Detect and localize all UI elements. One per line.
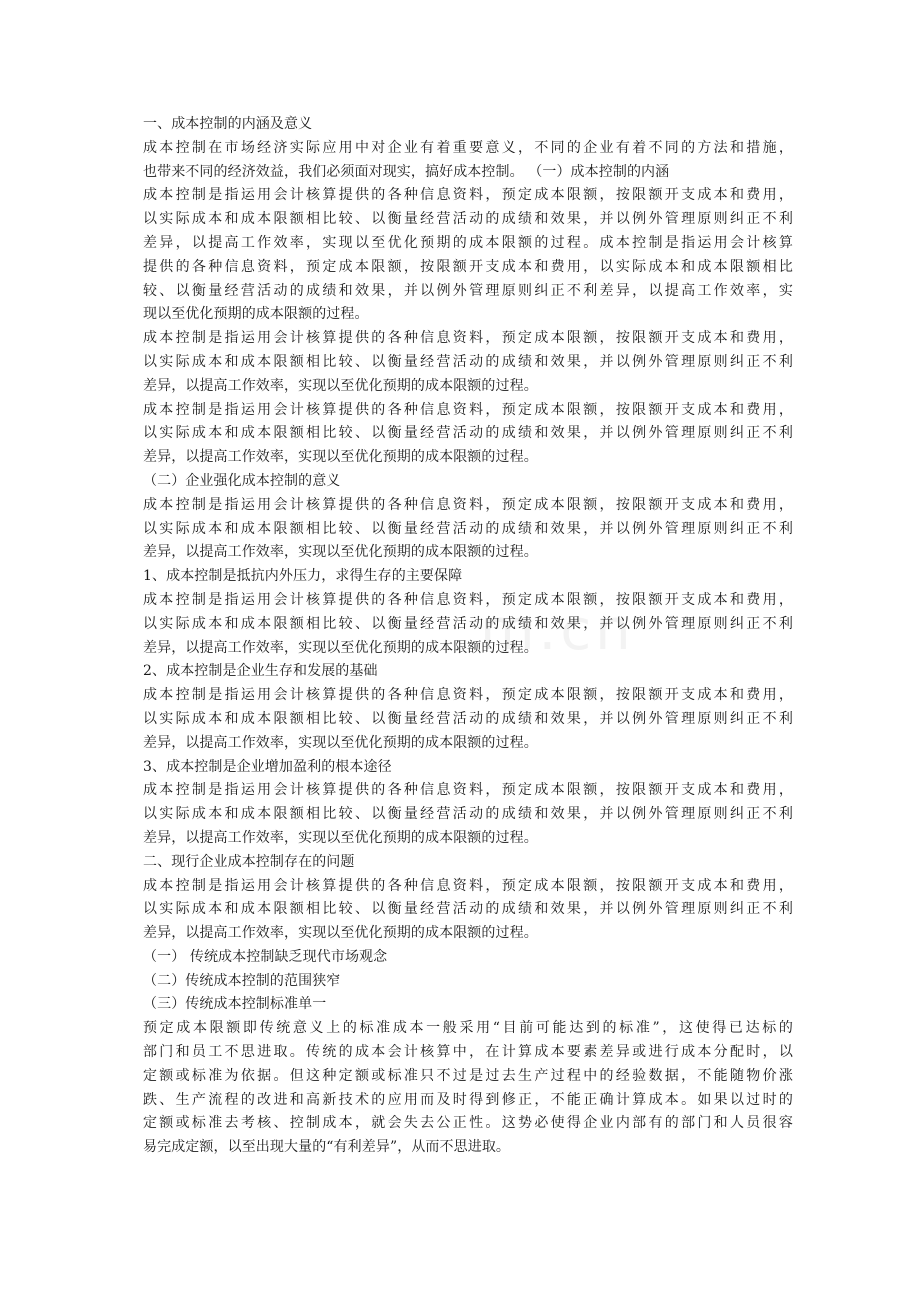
text-line: 较、以衡量经营活动的成绩和效果，并以例外管理原则纠正不利差异，以提高工作效率，实 — [143, 282, 793, 299]
text-line: 差异，以提高工作效率，实现以至优化预期的成本限额的过程。 — [143, 734, 538, 751]
text-line: （一） 传统成本控制缺乏现代市场观念 — [143, 948, 388, 965]
text-line: 定额或标准去考核、控制成本，就会失去公正性。这势必使得企业内部有的部门和人员很容 — [143, 1115, 793, 1132]
text-line: 差异，以提高工作效率，实现以至优化预期的成本限额的过程。成本控制是指运用会计核算 — [143, 234, 793, 251]
text-line: 部门和员工不思进取。传统的成本会计核算中，在计算成本要素差异或进行成本分配时，以 — [143, 1044, 793, 1061]
text-line: 差异，以提高工作效率，实现以至优化预期的成本限额的过程。 — [143, 829, 538, 846]
text-line: 差异，以提高工作效率，实现以至优化预期的成本限额的过程。 — [143, 925, 538, 942]
text-line: 差异，以提高工作效率，实现以至优化预期的成本限额的过程。 — [143, 449, 538, 466]
document-body — [143, 113, 793, 1160]
text-line: 差异，以提高工作效率，实现以至优化预期的成本限额的过程。 — [143, 377, 538, 394]
text-line: 以实际成本和成本限额相比较、以衡量经营活动的成绩和效果，并以例外管理原则纠正不利 — [143, 710, 793, 727]
text-line: 一、成本控制的内涵及意义 — [143, 116, 313, 132]
text-line: 成本控制是指运用会计核算提供的各种信息资料，预定成本限额，按限额开支成本和费用， — [143, 401, 793, 418]
text-line: 提供的各种信息资料，预定成本限额，按限额开支成本和费用，以实际成本和成本限额相比 — [143, 258, 793, 275]
text-line: （三）传统成本控制标准单一 — [143, 996, 327, 1013]
text-line: 现以至优化预期的成本限额的过程。 — [143, 306, 369, 323]
text-line: 成本控制是指运用会计核算提供的各种信息资料，预定成本限额，按限额开支成本和费用， — [143, 782, 793, 799]
text-line: 易完成定额，以至出现大量的“有利差异”，从而不思进取。 — [143, 1139, 511, 1156]
text-line: 成本控制是指运用会计核算提供的各种信息资料，预定成本限额，按限额开支成本和费用， — [143, 687, 793, 704]
text-line: 成本控制是指运用会计核算提供的各种信息资料，预定成本限额，按限额开支成本和费用， — [143, 877, 793, 894]
text-line: 成本控制是指运用会计核算提供的各种信息资料，预定成本限额，按限额开支成本和费用， — [143, 330, 793, 347]
text-line: 以实际成本和成本限额相比较、以衡量经营活动的成绩和效果，并以例外管理原则纠正不利 — [143, 353, 793, 370]
text-line: 预定成本限额即传统意义上的标准成本一般采用“目前可能达到的标准”，这使得已达标的 — [143, 1020, 793, 1037]
text-line: 以实际成本和成本限额相比较、以衡量经营活动的成绩和效果，并以例外管理原则纠正不利 — [143, 425, 793, 442]
text-line: 差异，以提高工作效率，实现以至优化预期的成本限额的过程。 — [143, 544, 538, 561]
text-line: （二）传统成本控制的范围狭窄 — [143, 972, 341, 989]
text-line: 成本控制在市场经济实际应用中对企业有着重要意义，不同的企业有着不同的方法和措施， — [143, 139, 793, 156]
text-line: 成本控制是指运用会计核算提供的各种信息资料，预定成本限额，按限额开支成本和费用， — [143, 591, 793, 608]
text-line: 3、成本控制是企业增加盈利的根本途径 — [143, 758, 392, 775]
text-line: 成本控制是指运用会计核算提供的各种信息资料，预定成本限额，按限额开支成本和费用， — [143, 187, 793, 204]
text-line: 以实际成本和成本限额相比较、以衡量经营活动的成绩和效果，并以例外管理原则纠正不利 — [143, 615, 793, 632]
text-line: 2、成本控制是企业生存和发展的基础 — [143, 663, 378, 680]
text-line: 以实际成本和成本限额相比较、以衡量经营活动的成绩和效果，并以例外管理原则纠正不利 — [143, 901, 793, 918]
text-line: 也带来不同的经济效益，我们必须面对现实，搞好成本控制。 （一）成本控制的内涵 — [143, 163, 670, 180]
text-line: 定额或标准为依据。但这种定额或标准只不过是过去生产过程中的经验数据，不能随物价涨 — [143, 1067, 793, 1084]
text-line: 二、现行企业成本控制存在的问题 — [143, 853, 355, 870]
text-line: 成本控制是指运用会计核算提供的各种信息资料，预定成本限额，按限额开支成本和费用， — [143, 496, 793, 513]
text-line: （二）企业强化成本控制的意义 — [143, 472, 341, 489]
text-line: 跌、生产流程的改进和高新技术的应用而及时得到修正，不能正确计算成本。如果以过时的 — [143, 1091, 793, 1108]
text-line: 差异，以提高工作效率，实现以至优化预期的成本限额的过程。 — [143, 639, 538, 656]
text-line: 以实际成本和成本限额相比较、以衡量经营活动的成绩和效果，并以例外管理原则纠正不利 — [143, 806, 793, 823]
watermark: m.cn — [480, 598, 635, 663]
text-line: 以实际成本和成本限额相比较、以衡量经营活动的成绩和效果，并以例外管理原则纠正不利 — [143, 520, 793, 537]
text-line: 以实际成本和成本限额相比较、以衡量经营活动的成绩和效果，并以例外管理原则纠正不利 — [143, 211, 793, 228]
text-line: 1、成本控制是抵抗内外压力，求得生存的主要保障 — [143, 568, 463, 585]
